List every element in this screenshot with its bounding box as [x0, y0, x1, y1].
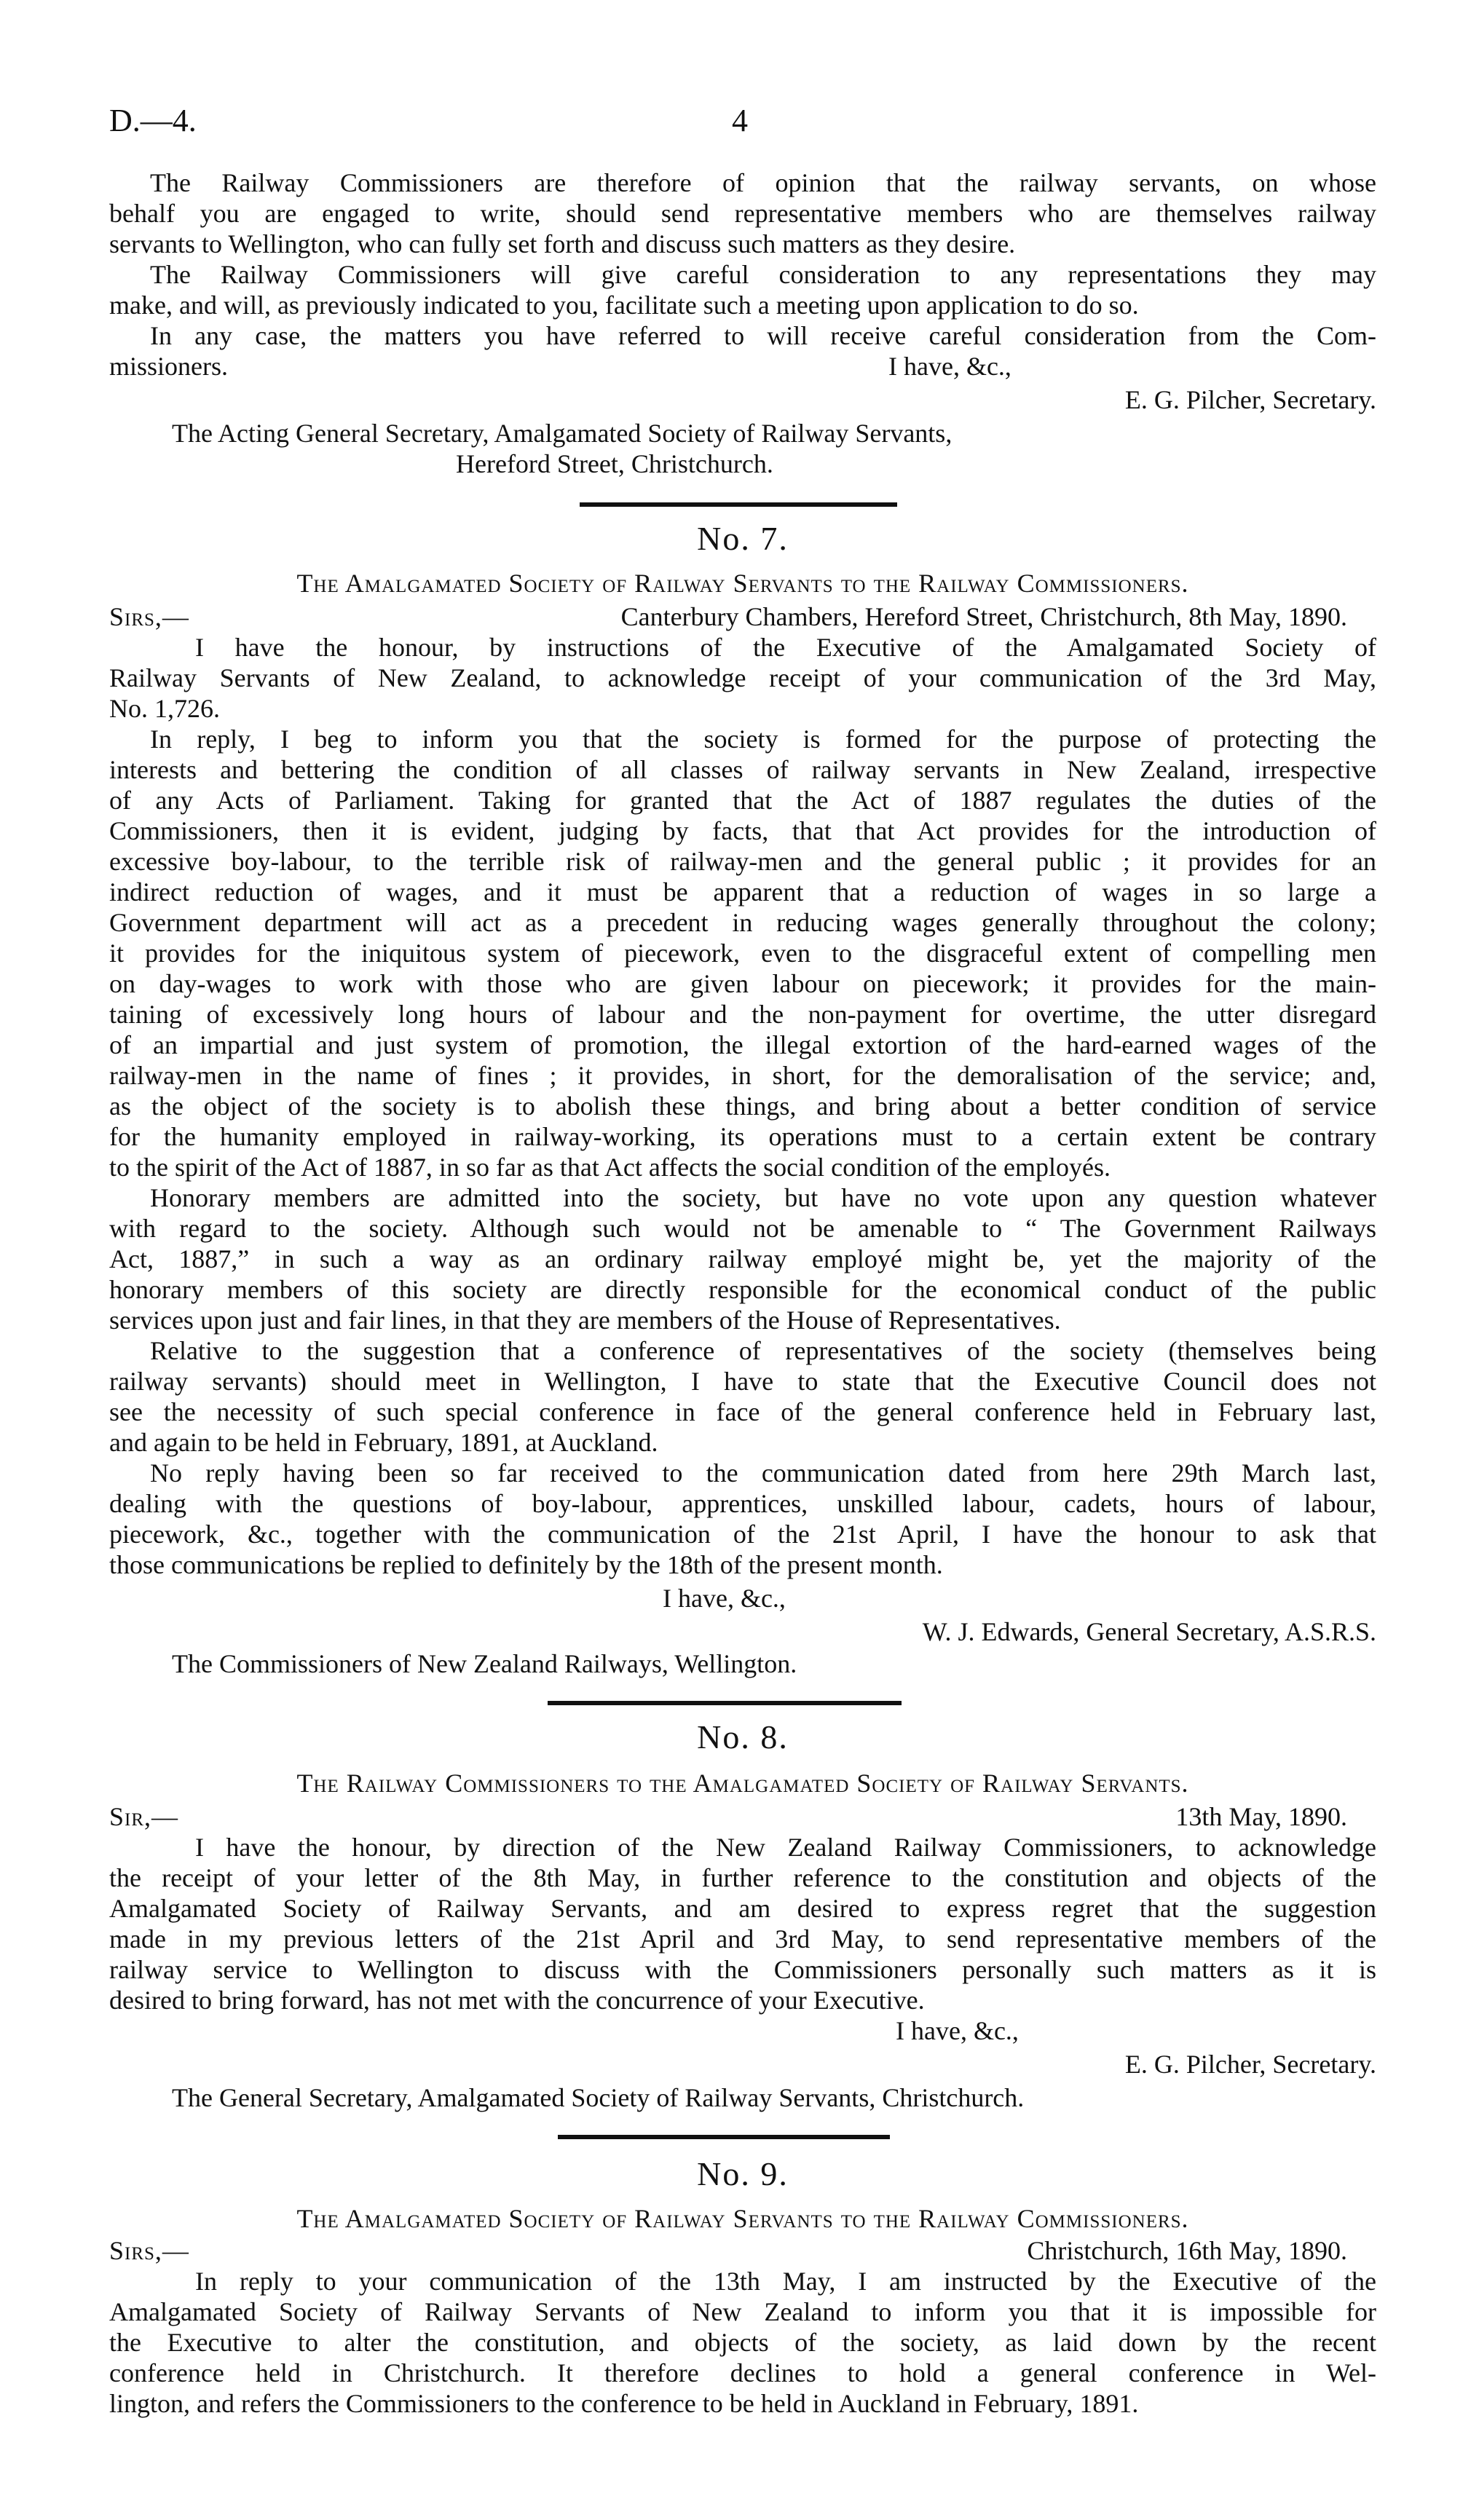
letter-title: The Railway Commissioners to the Amalgamated Society of Railway Servants.: [296, 1769, 1189, 1798]
body-line: the receipt of your letter of the 8th May, in further reference to the constitution and objects of the: [109, 1863, 1376, 1892]
body-line: dealing with the questions of boy-labour, apprentices, unskilled labour, cadets, hours of labour,: [109, 1489, 1376, 1518]
body-line: as the object of the society is to abolish these things, and bring about a better condition of service: [109, 1091, 1376, 1121]
section-divider: [558, 2135, 890, 2139]
body-line: Relative to the suggestion that a conference of representatives of the society (themselves being: [150, 1336, 1376, 1365]
body-line: railway servants) should meet in Wellington, I have to state that the Executive Council does not: [109, 1367, 1376, 1396]
body-line: In any case, the matters you have referred to will receive careful consideration from the Com-: [150, 321, 1376, 350]
body-line: The Railway Commissioners will give careful consideration to any representations they may: [150, 260, 1376, 289]
body-line: with regard to the society. Although such would not be amenable to “ The Government Railways: [109, 1214, 1376, 1243]
body-line: Government department will act as a precedent in reducing wages generally throughout the colony;: [109, 908, 1376, 937]
body-line: No reply having been so far received to the communication dated from here 29th March last,: [150, 1458, 1376, 1488]
body-line: make, and will, as previously indicated to you, facilitate such a meeting upon application to do so.: [109, 291, 1139, 320]
document-code: D.—4.: [109, 103, 197, 138]
signature: E. G. Pilcher, Secretary.: [1124, 2050, 1376, 2079]
body-line: behalf you are engaged to write, should send representative members who are themselves railway: [109, 199, 1376, 228]
body-line: interests and bettering the condition of all classes of railway servants in New Zealand, irrespective: [109, 755, 1376, 784]
body-line: those communications be replied to definitely by the 18th of the present month.: [109, 1550, 943, 1579]
place-date: Canterbury Chambers, Hereford Street, Christchurch, 8th May, 1890.: [620, 602, 1347, 631]
body-line: No. 1,726.: [109, 694, 220, 723]
body-line: of an impartial and just system of promotion, the illegal extortion of the hard-earned wages of the: [109, 1030, 1376, 1059]
body-line: lington, and refers the Commissioners to the conference to be held in Auckland in February, 1891.: [109, 2389, 1139, 2418]
body-line: The Railway Commissioners are therefore of opinion that the railway servants, on whose: [150, 168, 1376, 197]
place-date: Christchurch, 16th May, 1890.: [1027, 2236, 1347, 2265]
salutation: Sirs,—: [109, 602, 189, 631]
salutation: Sir,—: [109, 1802, 179, 1831]
body-line: piecework, &c., together with the communication of the 21st April, I have the honour to ask that: [109, 1520, 1376, 1549]
body-line: on day-wages to work with those who are given labour on piecework; it provides for the main-: [109, 969, 1376, 998]
body-line: see the necessity of such special conference in face of the general conference held in February last,: [109, 1397, 1376, 1426]
body-line: made in my previous letters of the 21st April and 3rd May, to send representative members of the: [109, 1924, 1376, 1954]
body-line: of any Acts of Parliament. Taking for granted that the Act of 1887 regulates the duties of the: [109, 786, 1376, 815]
closing: I have, &c.,: [896, 2016, 1019, 2045]
body-line: Amalgamated Society of Railway Servants of New Zealand to inform you that it is impossible for: [109, 2297, 1376, 2326]
section-divider: [580, 502, 897, 507]
body-line: railway service to Wellington to discuss with the Commissioners personally such matters as it is: [109, 1955, 1376, 1984]
letter-number: No. 8.: [697, 1718, 789, 1755]
signature: W. J. Edwards, General Secretary, A.S.R.S.: [922, 1617, 1376, 1646]
body-line: missioners.: [109, 352, 229, 381]
body-line: servants to Wellington, who can fully set forth and discuss such matters as they desire.: [109, 229, 1016, 258]
letter-date: 13th May, 1890.: [1175, 1802, 1347, 1831]
addressee: The Acting General Secretary, Amalgamated Society of Railway Servants,: [172, 419, 953, 448]
body-line: it provides for the iniquitous system of piecework, even to the disgraceful extent of compelling men: [109, 939, 1376, 968]
addressee: The General Secretary, Amalgamated Society of Railway Servants, Christchurch.: [172, 2083, 1025, 2112]
body-line: honorary members of this society are directly responsible for the economical conduct of the public: [109, 1275, 1376, 1304]
salutation: Sirs,—: [109, 2236, 189, 2265]
body-line: Railway Servants of New Zealand, to acknowledge receipt of your communication of the 3rd May,: [109, 663, 1376, 692]
body-line: In reply, I beg to inform you that the society is formed for the purpose of protecting the: [150, 724, 1376, 754]
body-line: Act, 1887,” in such a way as an ordinary railway employé might be, yet the majority of the: [109, 1244, 1376, 1273]
body-line: I have the honour, by instructions of the Executive of the Amalgamated Society of: [195, 633, 1376, 662]
body-line: desired to bring forward, has not met with the concurrence of your Executive.: [109, 1986, 925, 2015]
body-line: railway-men in the name of fines ; it provides, in short, for the demoralisation of the service; and,: [109, 1061, 1376, 1090]
body-line: and again to be held in February, 1891, at Auckland.: [109, 1428, 658, 1457]
body-line: the Executive to alter the constitution, and objects of the society, as laid down by the recent: [109, 2328, 1376, 2357]
letter-title: The Amalgamated Society of Railway Servants to the Railway Commissioners.: [296, 2204, 1189, 2233]
body-line: services upon just and fair lines, in that they are members of the House of Representatives.: [109, 1306, 1061, 1335]
body-line: for the humanity employed in railway-working, its operations must to a certain extent be contrary: [109, 1122, 1376, 1151]
letter-number: No. 9.: [697, 2155, 789, 2192]
letter-title: The Amalgamated Society of Railway Servants to the Railway Commissioners.: [296, 569, 1189, 598]
letter-number: No. 7.: [697, 520, 789, 557]
body-line: Commissioners, then it is evident, judging by facts, that that Act provides for the introduction of: [109, 816, 1376, 845]
addressee: Hereford Street, Christchurch.: [456, 449, 773, 478]
body-line: excessive boy-labour, to the terrible risk of railway-men and the general public ; it provides for an: [109, 847, 1376, 876]
addressee: The Commissioners of New Zealand Railways, Wellington.: [172, 1649, 797, 1678]
body-line: conference held in Christchurch. It therefore declines to hold a general conference in Wel-: [109, 2358, 1376, 2387]
closing: I have, &c.,: [663, 1584, 786, 1613]
body-line: indirect reduction of wages, and it must be apparent that a reduction of wages in so large a: [109, 877, 1376, 907]
body-line: In reply to your communication of the 13th May, I am instructed by the Executive of the: [195, 2267, 1376, 2296]
signature: E. G. Pilcher, Secretary.: [1124, 385, 1376, 414]
body-line: to the spirit of the Act of 1887, in so far as that Act affects the social condition of the employés.: [109, 1153, 1111, 1182]
body-line: Amalgamated Society of Railway Servants, and am desired to express regret that the suggestion: [109, 1894, 1376, 1923]
body-line: Honorary members are admitted into the society, but have no vote upon any question whatever: [150, 1183, 1376, 1212]
closing: I have, &c.,: [888, 352, 1011, 381]
section-divider: [548, 1701, 902, 1705]
page-number: 4: [732, 103, 748, 138]
body-line: I have the honour, by direction of the New Zealand Railway Commissioners, to acknowledge: [195, 1833, 1376, 1862]
body-line: taining of excessively long hours of labour and the non-payment for overtime, the utter disregard: [109, 1000, 1376, 1029]
